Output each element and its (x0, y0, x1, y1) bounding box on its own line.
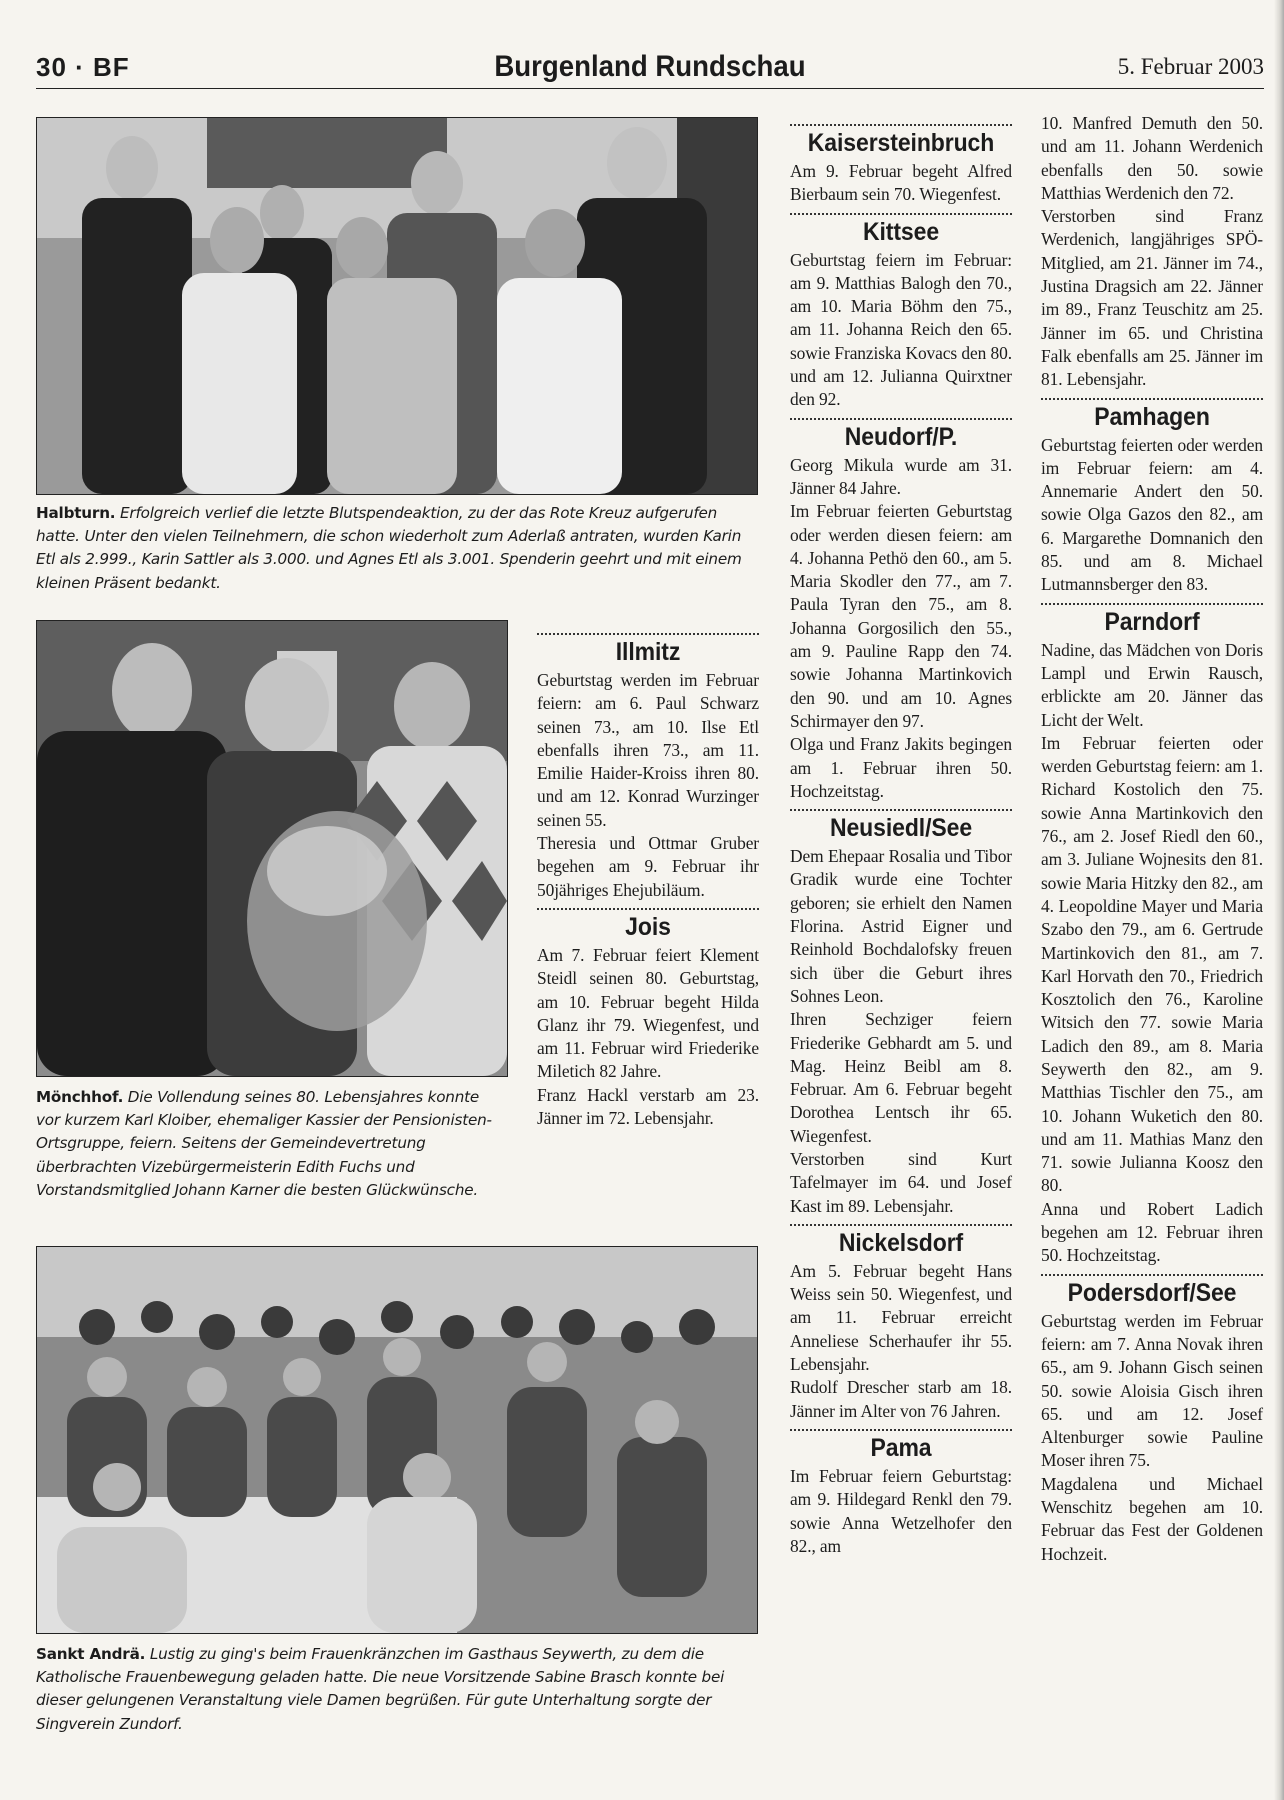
section-title-nickelsdorf: Nickelsdorf (838, 1228, 964, 1257)
article-paragraph: Im Februar feierten oder werden Geburtstag feiern: am 1. Richard Kostolich den 75. sowie Anna Martinkovich den 76., am 2. Josef Riedl den 60., am 3. Juliane Wojnesits den 81. sowie Maria Hitzky den 82., am 4. Leopoldine Mayer und Maria Szabo den 79., am 6. Gertrude Martinkovich den 81., am 7. Karl Horvath den 70., Friedrich Kosztolich den 76., Karoline Witsich den 77. sowie Maria Ladich den 89., am 8. Maria Seywerth den 82., am 9. Matthias Tischler den 75., am 10. Johann Wuketich den 80. und am 11. Mathias Manz den 71. sowie Julianna Koosz den 80. (1041, 732, 1263, 1196)
article-paragraph: 10. Manfred Demuth den 50. und am 11. Johann Werdenich ebenfalls den 50. sowie Matthias Werdenich den 72. (1041, 113, 1263, 203)
photo-moenchhof-image (37, 621, 507, 1076)
section-divider (537, 908, 759, 910)
article-paragraph: Im Februar feiern Geburtstag: am 9. Hildegard Renkl den 79. sowie Anna Wetzelhofer den 82., am (790, 1465, 1012, 1556)
photo-moenchhof (36, 620, 508, 1077)
column-kaisersteinbruch-pama (790, 118, 1012, 1558)
caption-halbturn (36, 502, 756, 595)
section-divider (790, 213, 1012, 215)
section-divider (1041, 1274, 1263, 1276)
article-paragraph: Am 7. Februar feiert Klement Steidl seinen 80. Geburtstag, am 10. Februar begeht Hilda Glanz ihr 79. Wiegenfest, und am 11. Februar wird Friederike Miletich 82 Jahre. (537, 944, 759, 1082)
section-title-podersdorf: Podersdorf/See (1067, 1278, 1237, 1307)
caption-text: Erfolgreich verlief die letzte Blutspendeaktion, zu der das Rote Kreuz aufgerufen hatte. Unter den vielen Teilnehmern, die schon wiederholt zum Aderlaß antraten, wurden Karin Etl als 2.999., Karin Sattler als 3.000. und Agnes Etl als 3.001. Spenderin geehrt und mit einem kleinen Präsent bedankt. (36, 504, 742, 592)
section-divider (1041, 603, 1263, 605)
section-divider (790, 418, 1012, 420)
column-illmitz-jois (537, 627, 759, 1130)
section-title-pamhagen: Pamhagen (1094, 402, 1210, 431)
article-paragraph: Am 5. Februar begeht Hans Weiss sein 50. Wiegenfest, und am 11. Februar erreicht Anneliese Scherhaufer ihr 55. Lebensjahr. (790, 1260, 1012, 1375)
photo-sankt-andrae (36, 1246, 758, 1634)
issue-date: 5. Februar 2003 (1117, 54, 1264, 79)
article-paragraph: Verstorben sind Franz Werdenich, langjähriges SPÖ-Mitglied, am 21. Jänner im 74., Justina Dragsich am 22. Jänner im 89., Franz Teuschitz am 25. Jänner im 65. und Christina Falk ebenfalls am 25. Jänner im 81. Lebensjahr. (1041, 206, 1263, 390)
section-divider (790, 124, 1012, 126)
photo-halbturn (36, 117, 758, 495)
article-paragraph: Verstorben sind Kurt Tafelmayer im 64. und Josef Kast im 89. Lebensjahr. (790, 1148, 1012, 1216)
caption-place: Sankt Andrä. (36, 1645, 146, 1663)
article-paragraph: Geburtstag feiern im Februar: am 9. Matthias Balogh den 70., am 10. Maria Böhm den 75., am 11. Johanna Reich den 65. sowie Franziska Kovacs den 80. und am 12. Julianna Quirxtner den 92. (790, 249, 1012, 410)
section-title-pama: Pama (870, 1433, 932, 1462)
caption-text: Die Vollendung seines 80. Lebensjahres konnte vor kurzem Karl Kloiber, ehemaliger Kassier der Pensionisten-Ortsgruppe, feiern. Seitens der Gemeindevertretung überbrachten Vizebürgermeisterin Edith Fuchs und Vorstandsmitglied Johann Karner die besten Glückwünsche. (36, 1088, 492, 1199)
article-paragraph: Georg Mikula wurde am 31. Jänner 84 Jahre. (790, 454, 1012, 498)
section-title-neudorf: Neudorf/P. (844, 422, 958, 451)
photo-sankt-andrae-image (37, 1247, 757, 1633)
page-edge-shadow (1274, 0, 1284, 1800)
section-divider (790, 1429, 1012, 1431)
section-divider (790, 809, 1012, 811)
section-title-illmitz: Illmitz (615, 638, 681, 666)
article-paragraph: Im Februar feierten Geburtstag oder werden diesen feiern: am 4. Johanna Pethö den 60., am 5. Maria Skodler den 77., am 7. Paula Tyran den 75., am 8. Johanna Gorgosilich den 55., am 9. Pauline Rapp den 74. sowie Johanna Martinkovich den 90. und am 10. Agnes Schirmayer den 97. (790, 501, 1012, 731)
caption-text: Lustig zu ging's beim Frauenkränzchen im Gasthaus Seywerth, zu dem die Katholische Frauenbewegung geladen hatte. Die neue Vorsitzende Sabine Brasch konnte bei dieser gelungenen Veranstaltung viele Damen begrüßen. Für gute Unterhaltung sorgte der Singverein Zundorf. (36, 1645, 725, 1733)
section-title-kittsee: Kittsee (862, 217, 940, 246)
column-pamhagen-podersdorf (1041, 112, 1263, 1566)
article-paragraph: Magdalena und Michael Wenschitz begehen am 10. Februar das Fest der Goldenen Hochzeit. (1041, 1473, 1263, 1564)
caption-sankt-andrae (36, 1643, 756, 1736)
newspaper-title: Burgenland Rundschau (494, 50, 806, 83)
page-header (36, 52, 1264, 89)
section-title-jois: Jois (625, 912, 671, 941)
section-title-kaisersteinbruch: Kaisersteinbruch (807, 129, 995, 157)
article-paragraph: Ihren Sechziger feiern Friederike Gebhardt am 5. und Mag. Heinz Beibl am 8. Februar. Am 6. Februar begeht Dorothea Lentsch ihr 65. Wiegenfest. (790, 1009, 1012, 1146)
article-paragraph: Theresia und Ottmar Gruber begehen am 9. Februar ihr 50jähriges Ehejubiläum. (537, 833, 759, 900)
caption-moenchhof (36, 1086, 506, 1202)
article-paragraph: Anna und Robert Ladich begehen am 12. Februar ihren 50. Hochzeitstag. (1041, 1198, 1263, 1266)
page-number: 30 · BF (36, 52, 130, 82)
article-paragraph: Dem Ehepaar Rosalia und Tibor Gradik wurde eine Tochter geboren; sie erhielt den Namen Florina. Astrid Eigner und Reinhold Bochdalofsky freuen sich über die Geburt ihres Sohnes Leon. (790, 846, 1012, 1006)
article-paragraph: Am 9. Februar begeht Alfred Bierbaum sein 70. Wiegenfest. (790, 161, 1012, 205)
caption-place: Mönchhof. (36, 1088, 124, 1106)
article-paragraph: Geburtstag werden im Februar feiern: am 6. Paul Schwarz seinen 73., am 10. Ilse Etl ebenfalls ihren 73., am 11. Emilie Haider-Kroiss ihren 80. und am 12. Konrad Wurzinger seinen 55. (537, 670, 759, 830)
article-paragraph: Geburtstag werden im Februar feiern: am 7. Anna Novak ihren 65., am 9. Johann Gisch seinen 50. sowie Aloisia Gisch ihren 65. und am 12. Josef Altenburger sowie Pauline Moser ihren 75. (1041, 1310, 1263, 1471)
caption-place: Halbturn. (36, 504, 116, 522)
section-divider (537, 633, 759, 635)
article-paragraph: Franz Hackl verstarb am 23. Jänner im 72. Lebensjahr. (537, 1084, 759, 1129)
photo-halbturn-image (37, 118, 757, 494)
article-paragraph: Rudolf Drescher starb am 18. Jänner im Alter von 76 Jahren. (790, 1377, 1012, 1421)
section-divider (1041, 398, 1263, 400)
section-title-neusiedl: Neusiedl/See (829, 814, 973, 843)
article-paragraph: Olga und Franz Jakits begingen am 1. Februar ihren 50. Hochzeitstag. (790, 734, 1012, 801)
section-title-parndorf: Parndorf (1104, 607, 1200, 636)
article-paragraph: Geburtstag feierten oder werden im Februar feiern: am 4. Annemarie Andert den 50. sowie Olga Gazos den 82., am 6. Margarethe Domnanich den 85. und am 8. Michael Lutmannsberger den 83. (1041, 434, 1263, 595)
section-divider (790, 1224, 1012, 1226)
article-paragraph: Nadine, das Mädchen von Doris Lampl und Erwin Rausch, erblickte am 20. Jänner das Licht der Welt. (1041, 639, 1263, 730)
